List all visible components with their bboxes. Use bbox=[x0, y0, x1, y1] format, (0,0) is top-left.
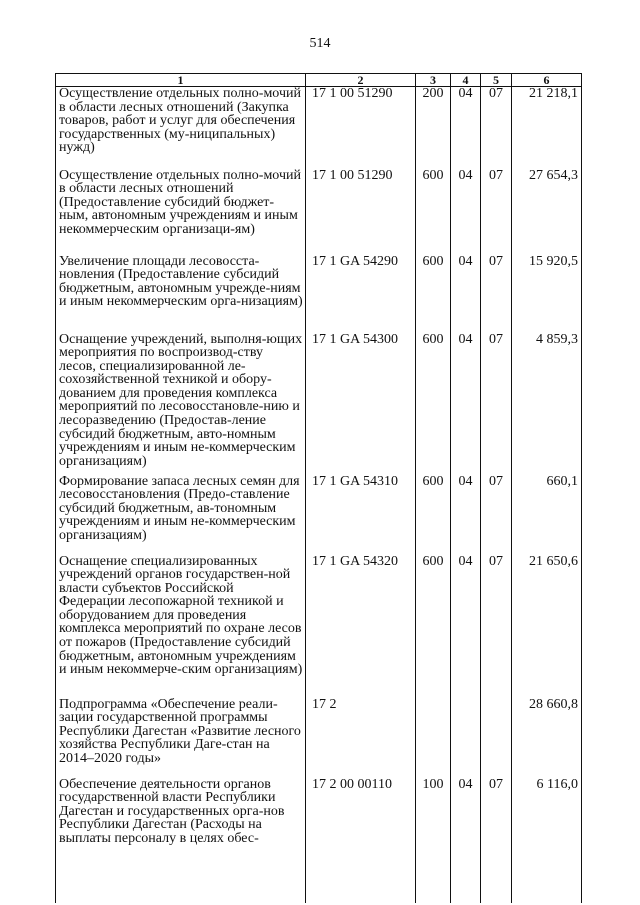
row-type: 600 bbox=[416, 255, 451, 333]
row-amount: 660,1 bbox=[512, 475, 582, 555]
row-type: 200 bbox=[416, 87, 451, 169]
row-code: 17 1 GA 54320 bbox=[306, 555, 416, 698]
row-description: Осуществление отдельных полно-мочий в области лесных отношений (Закупка товаров, работ и услуг для обеспечения государственных (му-ниципальных) нужд) bbox=[56, 87, 306, 169]
row-amount: 4 859,3 bbox=[512, 333, 582, 475]
row-code: 17 1 GA 54310 bbox=[306, 475, 416, 555]
row-code: 17 1 00 51290 bbox=[306, 87, 416, 169]
row-amount: 21 218,1 bbox=[512, 87, 582, 169]
row-amount: 6 116,0 bbox=[512, 778, 582, 903]
table-row bbox=[56, 87, 582, 169]
row-description: Обеспечение деятельности органов государственной власти Республики Дагестан и государственных орга-нов Республики Дагестан (Расходы на выплаты персоналу в целях обес- bbox=[56, 778, 306, 903]
header-col-5: 5 bbox=[481, 74, 512, 87]
row-type: 600 bbox=[416, 333, 451, 475]
row-section: 04 bbox=[451, 778, 481, 903]
row-code: 17 1 GA 54290 bbox=[306, 255, 416, 333]
row-type: 100 bbox=[416, 778, 451, 903]
row-type: 600 bbox=[416, 169, 451, 255]
row-description: Оснащение учреждений, выполня-ющих мероприятия по воспроизвод-ству лесов, специализированной ле-сохозяйственной техникой и обору-дованием для проведения комплекса мероприятий по лесовосстановле-нию и лесоразведению (Предостав-ление субсидий бюджетным, авто-номным учреждениям и иным не-коммерческим организациям) bbox=[56, 333, 306, 475]
header-col-4: 4 bbox=[451, 74, 481, 87]
row-description: Формирование запаса лесных семян для лесовосстановления (Предо-ставление субсидий бюджетным, ав-тономным учреждениям и иным не-коммерческим организациям) bbox=[56, 475, 306, 555]
row-subsection: 07 bbox=[481, 778, 512, 903]
row-description: Увеличение площади лесовосста-новления (Предоставление субсидий бюджетным, автономным учрежде-ниям и иным некоммерческим орга-низациям) bbox=[56, 255, 306, 333]
table-row bbox=[56, 778, 582, 903]
row-code: 17 1 GA 54300 bbox=[306, 333, 416, 475]
table-row bbox=[56, 255, 582, 333]
row-description: Осуществление отдельных полно-мочий в области лесных отношений (Предоставление субсидий бюджет-ным, автономным учреждениям и иным некоммерческим организаци-ям) bbox=[56, 169, 306, 255]
table-row bbox=[56, 555, 582, 698]
row-subsection: 07 bbox=[481, 169, 512, 255]
header-col-3: 3 bbox=[416, 74, 451, 87]
row-description: Подпрограмма «Обеспечение реали-зации государственной программы Республики Дагестан «Развитие лесного хозяйства Республики Даге-стан на 2014–2020 годы» bbox=[56, 698, 306, 778]
table-header-row bbox=[56, 74, 582, 87]
table-row bbox=[56, 475, 582, 555]
header-col-2: 2 bbox=[306, 74, 416, 87]
row-section: 04 bbox=[451, 555, 481, 698]
row-amount: 15 920,5 bbox=[512, 255, 582, 333]
row-amount: 28 660,8 bbox=[512, 698, 582, 778]
table-row bbox=[56, 169, 582, 255]
row-type: 600 bbox=[416, 555, 451, 698]
row-type: 600 bbox=[416, 475, 451, 555]
budget-table bbox=[55, 73, 582, 903]
row-subsection: 07 bbox=[481, 333, 512, 475]
row-amount: 21 650,6 bbox=[512, 555, 582, 698]
row-section bbox=[451, 698, 481, 778]
row-section: 04 bbox=[451, 255, 481, 333]
page-number: 514 bbox=[309, 36, 331, 51]
row-section: 04 bbox=[451, 333, 481, 475]
row-section: 04 bbox=[451, 475, 481, 555]
table-row bbox=[56, 698, 582, 778]
row-code: 17 1 00 51290 bbox=[306, 169, 416, 255]
header-col-6: 6 bbox=[512, 74, 582, 87]
row-code: 17 2 bbox=[306, 698, 416, 778]
row-subsection: 07 bbox=[481, 87, 512, 169]
row-subsection: 07 bbox=[481, 255, 512, 333]
table-row bbox=[56, 333, 582, 475]
row-description: Оснащение специализированных учреждений органов государствен-ной власти субъектов Российской Федерации лесопожарной техникой и оборудованием для проведения комплекса мероприятий по охране лесов от пожаров (Предоставление субсидий бюджетным, автономным учреждениям и иным некоммерче-ским организациям) bbox=[56, 555, 306, 698]
header-col-1: 1 bbox=[56, 74, 306, 87]
row-code: 17 2 00 00110 bbox=[306, 778, 416, 903]
row-section: 04 bbox=[451, 169, 481, 255]
row-section: 04 bbox=[451, 87, 481, 169]
row-subsection bbox=[481, 698, 512, 778]
row-amount: 27 654,3 bbox=[512, 169, 582, 255]
row-subsection: 07 bbox=[481, 555, 512, 698]
row-subsection: 07 bbox=[481, 475, 512, 555]
row-type bbox=[416, 698, 451, 778]
